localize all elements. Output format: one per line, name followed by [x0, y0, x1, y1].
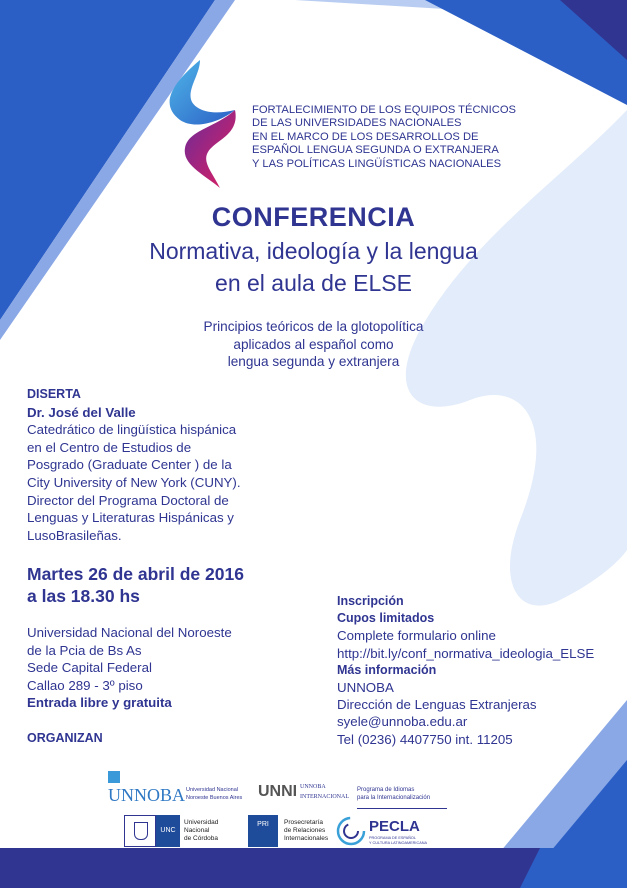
principles-line: aplicados al español como [233, 336, 394, 352]
conference-subtitle-line1: Normativa, ideología y la lengua [149, 238, 478, 264]
speaker-bio-line: LusoBrasileñas. [27, 527, 122, 543]
unc-line2: Nacional [184, 827, 210, 834]
header-line: DE LAS UNIVERSIDADES NACIONALES [252, 117, 462, 130]
unnoba-wordmark: UNNOBA [108, 785, 186, 805]
pri-line1: Prosecretaría [284, 819, 324, 826]
registration-section [337, 593, 594, 748]
header-line: ESPAÑOL LENGUA SEGUNDA O EXTRANJERA [252, 144, 499, 157]
conference-subtitle-line2: en el aula de ELSE [215, 270, 412, 296]
pri-logo [248, 815, 338, 847]
unc-shield-icon [124, 815, 156, 847]
event-date [27, 563, 244, 607]
pecla-line2: Y CULTURA LATINOAMERICANA [369, 841, 428, 845]
unni-tagline2: INTERNACIONAL [300, 794, 349, 800]
info-phone: Tel (0236) 4407750 int. 11205 [337, 731, 513, 747]
registration-link[interactable]: http://bit.ly/conf_normativa_ideologia_ELSE [337, 645, 595, 661]
speaker-label: DISERTA [27, 387, 81, 401]
registration-label: Inscripción [337, 594, 404, 608]
header-line: Y LAS POLÍTICAS LINGÜÍSTICAS NACIONALES [252, 157, 502, 170]
event-date-line2: a las 18.30 hs [27, 586, 140, 606]
info-dept: Dirección de Lenguas Extranjeras [337, 697, 537, 713]
speaker-bio-line: Director del Programa Doctoral de [27, 492, 229, 508]
unnoba-tagline1: Universidad Nacional [186, 787, 238, 793]
conference-title: CONFERENCIA [211, 202, 416, 232]
pecla-wordmark: PECLA [369, 818, 420, 835]
header-line: EN EL MARCO DE LOS DESARROLLOS DE [252, 130, 479, 143]
info-org: UNNOBA [337, 680, 394, 696]
limited-seats: Cupos limitados [337, 611, 435, 626]
programa-idiomas-logo [357, 786, 447, 809]
unc-line1: Universidad [184, 819, 219, 826]
pecla-circle-icon [335, 815, 367, 847]
registration-instruction: Complete formulario online [337, 628, 496, 644]
unnoba-tagline2: Noroeste Buenos Aires [186, 795, 243, 801]
entry-note: Entrada libre y gratuita [27, 695, 172, 711]
pri-line2: de Relaciones [284, 827, 326, 834]
event-date-line1: Martes 26 de abril de 2016 [27, 564, 244, 584]
programa-line1: Programa de Idiomas [357, 787, 415, 793]
unni-wordmark: UNNI [258, 783, 298, 800]
principles-line: lengua segunda y extranjera [227, 354, 400, 369]
speaker-bio-line: Posgrado (Graduate Center ) de la [27, 457, 232, 473]
unc-logo [124, 815, 234, 847]
info-email[interactable]: syele@unnoba.edu.ar [337, 714, 468, 730]
speaker-bio-line: City University of New York (CUNY). [27, 474, 241, 490]
more-info-label: Más información [337, 662, 437, 677]
principles-line: Principios teóricos de la glotopolítica [203, 319, 424, 334]
principles-text [0, 318, 627, 371]
pecla-line1: PROGRAMA DE ESPAÑOL [369, 836, 416, 840]
unnoba-square-icon [108, 771, 120, 783]
header-line: FORTALECIMIENTO DE LOS EQUIPOS TÉCNICOS [252, 104, 516, 116]
header-text [252, 104, 532, 171]
venue-line: Universidad Nacional del Noroeste [27, 625, 232, 640]
venue-section [27, 624, 232, 712]
pri-badge: PRI [248, 815, 278, 847]
programa-line2: para la Internacionalización [357, 795, 431, 801]
unni-logo [258, 783, 358, 807]
speaker-bio-line: Lenguas y Literaturas Hispánicas y [27, 510, 234, 526]
speaker-bio-line: en el Centro de Estudios de [27, 439, 192, 455]
organizers-label: ORGANIZAN [27, 731, 103, 745]
venue-line: Sede Capital Federal [27, 660, 152, 676]
unni-tagline1: UNNOBA [300, 784, 326, 790]
pri-line3: Internacionales [284, 835, 329, 842]
unnoba-logo [108, 771, 258, 805]
unc-badge: UNC [156, 815, 180, 847]
unc-line3: de Córdoba [184, 835, 218, 842]
pecla-logo [335, 814, 445, 848]
ribbon-logo [160, 60, 250, 190]
speaker-name: Dr. José del Valle [27, 404, 136, 420]
speaker-bio-line: Catedrático de lingüística hispánica [27, 422, 237, 438]
speaker-section [27, 386, 241, 544]
venue-line: de la Pcia de Bs As [27, 642, 142, 658]
venue-line: Callao 289 - 3º piso [27, 677, 143, 693]
